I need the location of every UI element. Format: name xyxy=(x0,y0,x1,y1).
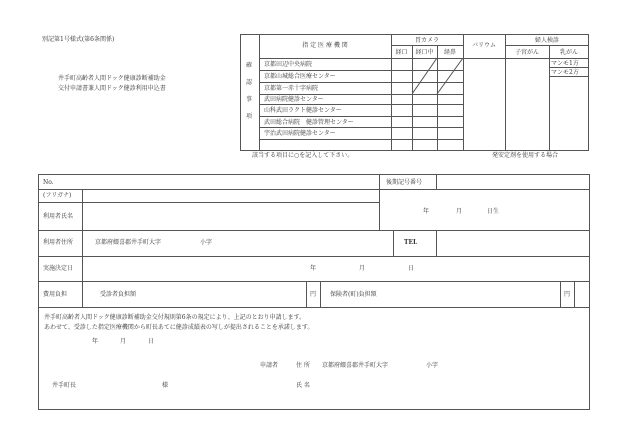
not-applicable-slashes xyxy=(412,58,464,94)
date-month: 月 xyxy=(120,338,127,345)
header-barium: バリウム xyxy=(472,42,496,49)
mayor-label: 井手町長 xyxy=(52,382,77,389)
dob-month: 月 xyxy=(456,208,463,215)
side-label-2: 認 xyxy=(246,79,253,86)
facility-5: 山科武田ラクト健診センター xyxy=(264,107,342,114)
sub-nasal: 経鼻 xyxy=(443,49,456,56)
side-label-1: 確 xyxy=(246,62,253,69)
header-stomach-camera: 胃カメラ xyxy=(414,37,439,44)
facility-2: 京都山城総合医療センター xyxy=(264,73,336,80)
tel-label: TEL xyxy=(404,239,418,246)
self-pay-label: 受診者負担額 xyxy=(100,291,137,298)
breast-option-1: マンモ1方 xyxy=(551,60,579,67)
applicant-label: 申請者 xyxy=(260,362,279,369)
insurance-number-field[interactable] xyxy=(443,177,583,187)
town-pay-label: 保険者(町)負担額 xyxy=(330,291,377,298)
note-right: 発安定剤を使用する場合 xyxy=(492,152,559,159)
yen-2: 円 xyxy=(564,291,571,298)
facility-6: 武田総合病院 健診管理センター xyxy=(264,119,354,126)
side-label-3: 事 xyxy=(246,96,253,103)
title-line-1: 井手町高齢者人間ドック健康診断補助金 xyxy=(58,75,166,82)
address-value: 京都府綴喜郡井手町大字 xyxy=(95,239,162,246)
sub-breast: 乳がん xyxy=(559,49,578,56)
note-left: 該当する項目に○を記入して下さい。 xyxy=(252,152,354,159)
declaration-line-2: あわせて、受診した指定医療機関から町長あてに健診成績表の写しが提出されることを承諾します。 xyxy=(44,324,314,331)
side-label-4: 項 xyxy=(246,113,253,120)
yen-1: 円 xyxy=(310,291,317,298)
dob-day: 日生 xyxy=(487,208,500,215)
name-label: 利用者氏名 xyxy=(43,213,74,220)
cost-label: 費用負担 xyxy=(43,291,68,298)
sub-oral: 経口 xyxy=(395,49,408,56)
name-shimei-label: 氏 名 xyxy=(296,382,310,389)
sama-label: 様 xyxy=(162,382,169,389)
decision-year: 年 xyxy=(310,265,317,272)
address-jusho-label: 住 所 xyxy=(296,362,310,369)
insurance-number-label: 後期記号番号 xyxy=(386,179,423,186)
address-koaza: 小字 xyxy=(200,239,213,246)
tel-field[interactable] xyxy=(440,234,585,252)
furigana-field[interactable] xyxy=(86,192,376,201)
date-year: 年 xyxy=(92,338,99,345)
breast-option-2: マンモ2方 xyxy=(551,69,579,76)
date-day: 日 xyxy=(148,338,155,345)
decision-date-label: 実施決定日 xyxy=(43,265,74,272)
applicant-name-field[interactable] xyxy=(325,378,580,390)
form-id: 別記第1号様式(第6条関係) xyxy=(42,36,115,43)
declaration-line-1: 井手町高齢者人間ドック健康診断補助金交付規則第6条の規定により、上記のとおり申請します。 xyxy=(44,314,306,321)
no-label: No. xyxy=(43,179,54,186)
dob-year: 年 xyxy=(423,208,430,215)
decision-day: 日 xyxy=(408,265,415,272)
header-women-exam: 婦人検診 xyxy=(534,37,559,44)
address-label: 利用者住所 xyxy=(43,239,74,246)
header-facility: 指 定 医 療 機 関 xyxy=(302,42,348,49)
name-field[interactable] xyxy=(86,205,376,227)
title-line-2: 交付申請書兼人間ドック健診利用申込書 xyxy=(58,85,166,92)
sub-oral-mid: 経口中 xyxy=(415,49,434,56)
facility-1: 京都田辺中央病院 xyxy=(264,61,313,68)
applicant-address: 京都府綴喜郡井手町大字 xyxy=(322,362,389,369)
sub-uterine: 子宮がん xyxy=(514,49,539,56)
applicant-koaza: 小字 xyxy=(426,362,439,369)
facility-4: 武田病院健診センター xyxy=(264,96,324,103)
facility-3: 京都第一赤十字病院 xyxy=(264,85,319,92)
decision-month: 月 xyxy=(359,265,366,272)
furigana-label: (フリガナ) xyxy=(43,192,72,199)
facility-7: 宇治武田病院健診センター xyxy=(264,130,336,137)
